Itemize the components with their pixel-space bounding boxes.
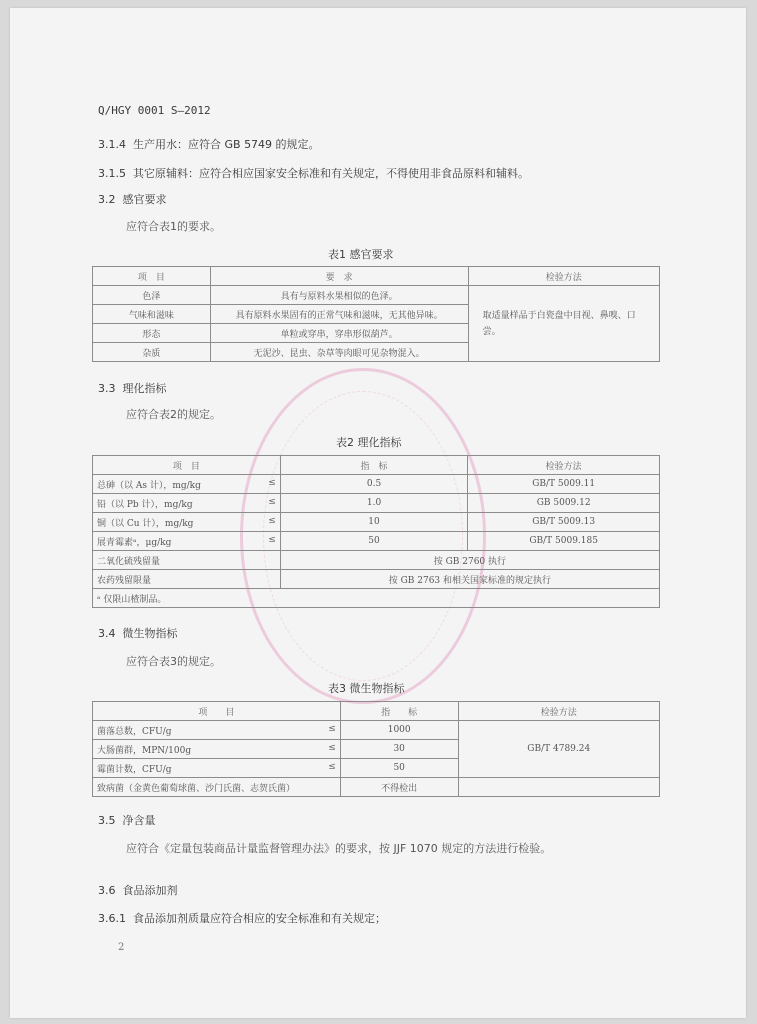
leq-symbol: ≤ [268, 477, 276, 488]
leq-symbol: ≤ [268, 496, 276, 507]
section-title: 净含量 [122, 814, 156, 827]
requirement-cell: 单粒或穿串，穿串形似葫芦。 [210, 324, 468, 343]
table-header-row [93, 456, 660, 475]
table-header-cell: 指 标 [340, 702, 458, 721]
leq-symbol: ≤ [328, 761, 336, 772]
table-row [93, 721, 660, 740]
item-label: 铜（以 Cu 计），mg/kg [97, 518, 194, 529]
item-cell: 杂质 [93, 343, 211, 362]
section-3-3-intro: 应符合表2的规定。 [126, 408, 221, 421]
item-cell: 形态 [93, 324, 211, 343]
value-cell: 50 [280, 532, 468, 551]
empty-cell [458, 778, 659, 797]
table-header-row [93, 702, 660, 721]
table3-caption: 表3 微生物指标 [328, 682, 405, 695]
clause-text: 应符合相应国家安全标准和有关规定，不得使用非食品原料和辅料。 [199, 167, 529, 180]
clause-title: 生产用水： [133, 138, 188, 151]
item-cell [93, 494, 281, 513]
value-cell: 1.0 [280, 494, 468, 513]
clause-3-1-5 [98, 165, 529, 181]
section-3-3-heading [98, 380, 167, 396]
method-cell: GB/T 5009.13 [468, 513, 660, 532]
item-cell [93, 513, 281, 532]
method-cell: GB 5009.12 [468, 494, 660, 513]
section-number: 3.4 [98, 627, 116, 640]
item-label: 菌落总数，CFU/g [97, 726, 172, 737]
leq-symbol: ≤ [328, 723, 336, 734]
item-label: 总砷（以 As 计），mg/kg [97, 480, 201, 491]
item-cell: 农药残留限量 [93, 570, 281, 589]
requirement-cell: 具有与原料水果相似的色泽。 [210, 286, 468, 305]
table-header-cell: 检验方法 [468, 267, 659, 286]
table-header-row [93, 267, 660, 286]
table-header-cell: 检验方法 [458, 702, 659, 721]
section-3-2-heading [98, 191, 167, 207]
table-row [93, 475, 660, 494]
value-cell: 10 [280, 513, 468, 532]
method-cell: GB/T 4789.24 [458, 721, 659, 778]
clause-title: 其它原辅料： [133, 167, 199, 180]
table-row [93, 570, 660, 589]
section-number: 3.5 [98, 814, 116, 827]
table-footnote: ᵃ 仅限山楂制品。 [93, 589, 660, 608]
item-cell [93, 475, 281, 494]
requirement-cell: 无泥沙、昆虫、杂草等肉眼可见杂物混入。 [210, 343, 468, 362]
item-label: 铅（以 Pb 计），mg/kg [97, 499, 193, 510]
table-row [93, 286, 660, 305]
clause-text: 应符合 GB 5749 的规定。 [188, 138, 320, 151]
table-footnote-row [93, 589, 660, 608]
table3-microbiological [92, 701, 660, 797]
document-page [10, 8, 746, 1018]
value-cell: 不得检出 [340, 778, 458, 797]
table-row [93, 778, 660, 797]
value-cell: 1000 [340, 721, 458, 740]
clause-text: 食品添加剂质量应符合相应的安全标准和有关规定； [133, 912, 386, 925]
section-title: 感官要求 [122, 193, 167, 206]
item-cell: 气味和滋味 [93, 305, 211, 324]
table-row [93, 513, 660, 532]
clause-number: 3.1.5 [98, 167, 126, 180]
item-cell [93, 721, 341, 740]
clause-3-1-4 [98, 136, 320, 152]
section-3-5-text: 应符合《定量包装商品计量监督管理办法》的要求，按 JJF 1070 规定的方法进行检验。 [126, 842, 552, 855]
value-cell: 0.5 [280, 475, 468, 494]
section-title: 食品添加剂 [122, 884, 178, 897]
section-title: 微生物指标 [122, 627, 178, 640]
section-3-5-heading [98, 812, 156, 828]
table-row [93, 494, 660, 513]
section-3-4-heading [98, 625, 178, 641]
section-title: 理化指标 [122, 382, 167, 395]
method-cell: 取适量样品于白瓷盘中目视、鼻嗅、口尝。 [468, 286, 659, 362]
item-cell: 色泽 [93, 286, 211, 305]
item-cell: 二氧化硫残留量 [93, 551, 281, 570]
clause-3-6-1 [98, 910, 386, 926]
table2-caption: 表2 理化指标 [336, 436, 402, 449]
table-header-cell: 检验方法 [468, 456, 660, 475]
section-number: 3.3 [98, 382, 116, 395]
standard-code: Q/HGY 0001 S—2012 [98, 104, 211, 117]
table-header-cell: 项 目 [93, 456, 281, 475]
table-header-cell: 项 目 [93, 267, 211, 286]
clause-number: 3.6.1 [98, 912, 126, 925]
value-cell: 50 [340, 759, 458, 778]
method-cell: GB/T 5009.11 [468, 475, 660, 494]
item-cell [93, 759, 341, 778]
section-number: 3.2 [98, 193, 116, 206]
section-number: 3.6 [98, 884, 116, 897]
section-3-4-intro: 应符合表3的规定。 [126, 655, 221, 668]
table-row [93, 551, 660, 570]
leq-symbol: ≤ [328, 742, 336, 753]
table2-physicochemical [92, 455, 660, 608]
merged-cell: 按 GB 2760 执行 [280, 551, 659, 570]
table-row [93, 532, 660, 551]
clause-number: 3.1.4 [98, 138, 126, 151]
value-cell: 30 [340, 740, 458, 759]
item-label: 大肠菌群，MPN/100g [97, 745, 192, 756]
table-header-cell: 项 目 [93, 702, 341, 721]
requirement-cell: 具有原料水果固有的正常气味和滋味，无其他异味。 [210, 305, 468, 324]
page-number: 2 [118, 942, 125, 953]
table-header-cell: 指 标 [280, 456, 468, 475]
merged-cell: 按 GB 2763 和相关国家标准的规定执行 [280, 570, 659, 589]
leq-symbol: ≤ [268, 515, 276, 526]
table-header-cell: 要 求 [210, 267, 468, 286]
item-cell [93, 532, 281, 551]
table1-sensory [92, 266, 660, 362]
section-3-2-intro: 应符合表1的要求。 [126, 220, 221, 233]
table1-caption: 表1 感官要求 [328, 248, 394, 261]
item-label: 展青霉素ᵃ，μg/kg [97, 537, 172, 548]
method-cell: GB/T 5009.185 [468, 532, 660, 551]
item-cell [93, 740, 341, 759]
leq-symbol: ≤ [268, 534, 276, 545]
item-cell: 致病菌（金黄色葡萄球菌、沙门氏菌、志贺氏菌） [93, 778, 341, 797]
item-label: 霉菌计数，CFU/g [97, 764, 172, 775]
section-3-6-heading [98, 882, 178, 898]
